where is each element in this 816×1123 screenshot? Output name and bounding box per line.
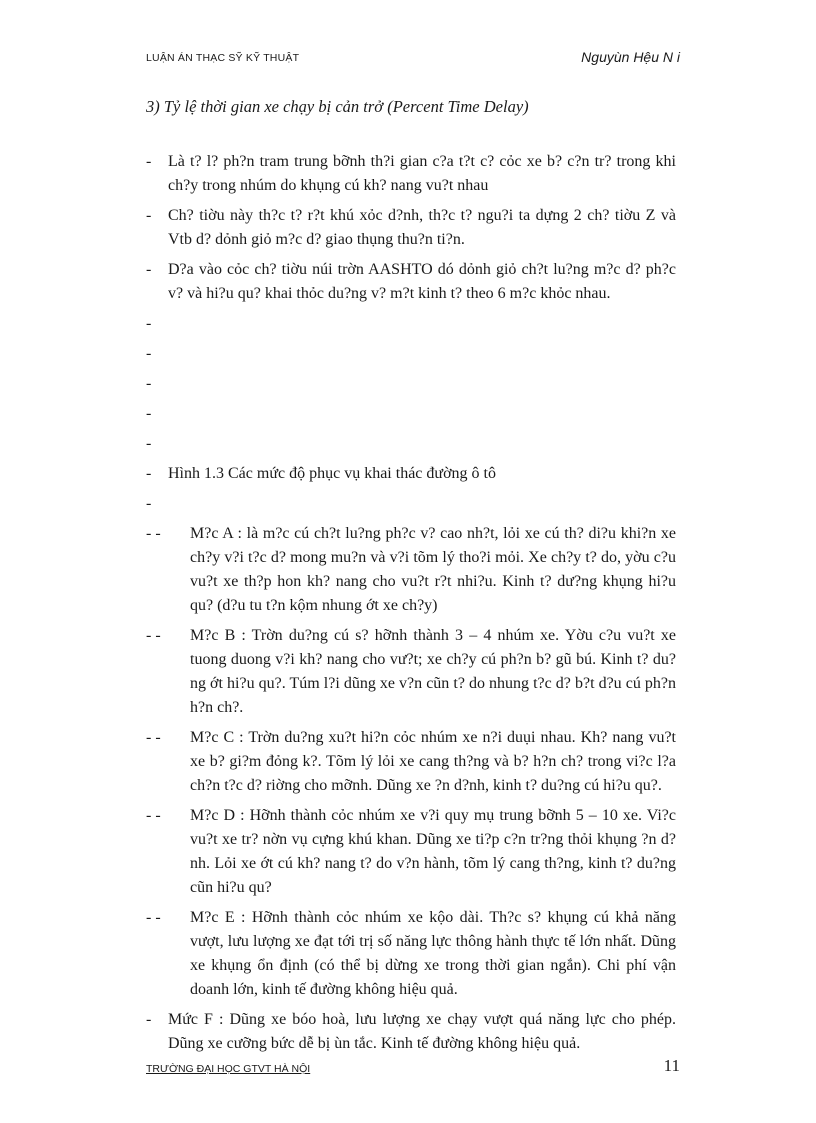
list-item-text: M?c E : Hỡnh thành cỏc nhúm xe kộo dài. Th?c s? khụng cú khả năng vượt, lưu lượng xe đạt tới trị số năng lực thông hành thực tế lớn nhất. Dũng xe khụng ổn định (có thể bị dừng xe trong thời gian ngắn). Chi phí vận doanh lớn, kinh tế đường không hiệu quả. xyxy=(190,909,676,998)
list-item xyxy=(146,1008,676,1056)
list-marker: - xyxy=(146,375,152,392)
list-item-text: Mức F : Dũng xe bóo hoà, lưu lượng xe chạy vượt quá năng lực cho phép. Dũng xe cưỡng bức dễ bị ùn tắc. Kinh tế đường không hiệu quả. xyxy=(168,1011,676,1052)
list-item xyxy=(146,258,676,306)
list-item-text: M?c B : Trờn du?ng cú s? hỡnh thành 3 – 4 nhúm xe. Yờu c?u vu?t xe tuong duong v?i kh? nang cho vư?t; xe ch?y cú ph?n b? gũ bú. Kinh t? du?ng ớt hi?u qu?. Túm l?i dũng xe v?n cũn t? do nhung t?c d? b?t d?u cú ph?n h?n ch?. xyxy=(190,627,676,716)
list-marker: - xyxy=(146,495,152,512)
list-marker: - - xyxy=(146,627,161,644)
list-item-text xyxy=(168,372,676,396)
list-marker: - xyxy=(146,405,152,422)
header-right: Nguyùn Hệu N i xyxy=(581,49,680,65)
list-item xyxy=(146,204,676,252)
list-item-text: M?c A : là m?c cú ch?t lu?ng ph?c v? cao nh?t, lỏi xe cú th? di?u khi?n xe ch?y v?i t?c d? mong mu?n và v?i tõm lý tho?i mỏi. Xe ch?y t? do, yờu c?u vu?t xe th?p hon kh? nang cho vu?t r?t nhi?u. Kinh t? dư?ng khụng hi?u qu? (d?u tu t?n kộm nhung ớt xe ch?y) xyxy=(190,525,676,614)
list-marker: - - xyxy=(146,525,161,542)
header-left: LUẬN ÁN THẠC SỸ KỸ THUẬT xyxy=(146,52,300,64)
list-marker: - - xyxy=(146,807,161,824)
list-item xyxy=(146,522,676,618)
list-item xyxy=(146,462,676,486)
list-item xyxy=(146,624,676,720)
list-item-text: Hình 1.3 Các mức độ phục vụ khai thác đường ô tô xyxy=(168,465,496,482)
list-item xyxy=(146,372,676,396)
list-item xyxy=(146,492,676,516)
page-number: 11 xyxy=(663,1056,680,1075)
list-marker: - xyxy=(146,1011,152,1028)
list-marker: - xyxy=(146,207,152,224)
list-marker: - xyxy=(146,465,152,482)
section-title: 3) Tỷ lệ thời gian xe chạy bị cản trở (Percent Time Delay) xyxy=(146,97,529,116)
list-marker: - xyxy=(146,345,152,362)
list-item-text xyxy=(168,432,676,456)
list-item xyxy=(146,906,676,1002)
list-marker: - xyxy=(146,315,152,332)
list-marker: - - xyxy=(146,909,161,926)
list-item xyxy=(146,804,676,900)
list-item-text xyxy=(168,492,676,516)
list-item xyxy=(146,432,676,456)
list-item xyxy=(146,726,676,798)
footer-left: TRƯỜNG ĐẠI HỌC GTVT HÀ NỘI xyxy=(146,1063,311,1075)
list-item xyxy=(146,150,676,198)
list-marker: - xyxy=(146,261,152,278)
list-item-text xyxy=(168,312,676,336)
list-item-text: M?c C : Trờn du?ng xu?t hi?n cỏc nhúm xe n?i duụi nhau. Kh? nang vu?t xe b? gi?m đỏng k?. Tõm lý lỏi xe cang th?ng và b? h?n ch? trong vi?c l?a ch?n t?c d? riờng cho mỡnh. Dũng xe ?n d?nh, kinh t? du?ng cú hi?u qu?. xyxy=(190,729,676,794)
list-item-text: D?a vào cỏc ch? tiờu núi trờn AASHTO dó dỏnh giỏ ch?t lu?ng m?c d? ph?c v? và hi?u qu? khai thỏc du?ng v? m?t kinh t? theo 6 m?c khỏc nhau. xyxy=(168,261,676,302)
list-item-text: Ch? tiờu này th?c t? r?t khú xỏc d?nh, th?c t? ngu?i ta dựng 2 ch? tiờu Z và Vtb d? dỏnh giỏ m?c d? giao thụng thu?n ti?n. xyxy=(168,207,676,248)
list-item xyxy=(146,312,676,336)
list-item-text xyxy=(168,402,676,426)
content-body xyxy=(146,150,676,1062)
list-item-text: M?c D : Hỡnh thành cỏc nhúm xe v?i quy mụ trung bỡnh 5 – 10 xe. Vi?c vu?t xe tr? nờn vụ cựng khú khan. Dũng xe ti?p c?n tr?ng thỏi khụng ?n d?nh. Lỏi xe ớt cú kh? nang t? do v?n hành, tõm lý cang th?ng, kinh t? du?ng cũn hi?u qu? xyxy=(190,807,676,896)
list-item xyxy=(146,342,676,366)
list-item-text xyxy=(168,342,676,366)
list-item-text: Là t? l? ph?n tram trung bỡnh th?i gian c?a t?t c? cỏc xe b? c?n tr? trong khi ch?y trong nhúm do khụng cú kh? nang vu?t nhau xyxy=(168,153,676,194)
list-marker: - - xyxy=(146,729,161,746)
list-marker: - xyxy=(146,153,152,170)
list-marker: - xyxy=(146,435,152,452)
list-item xyxy=(146,402,676,426)
